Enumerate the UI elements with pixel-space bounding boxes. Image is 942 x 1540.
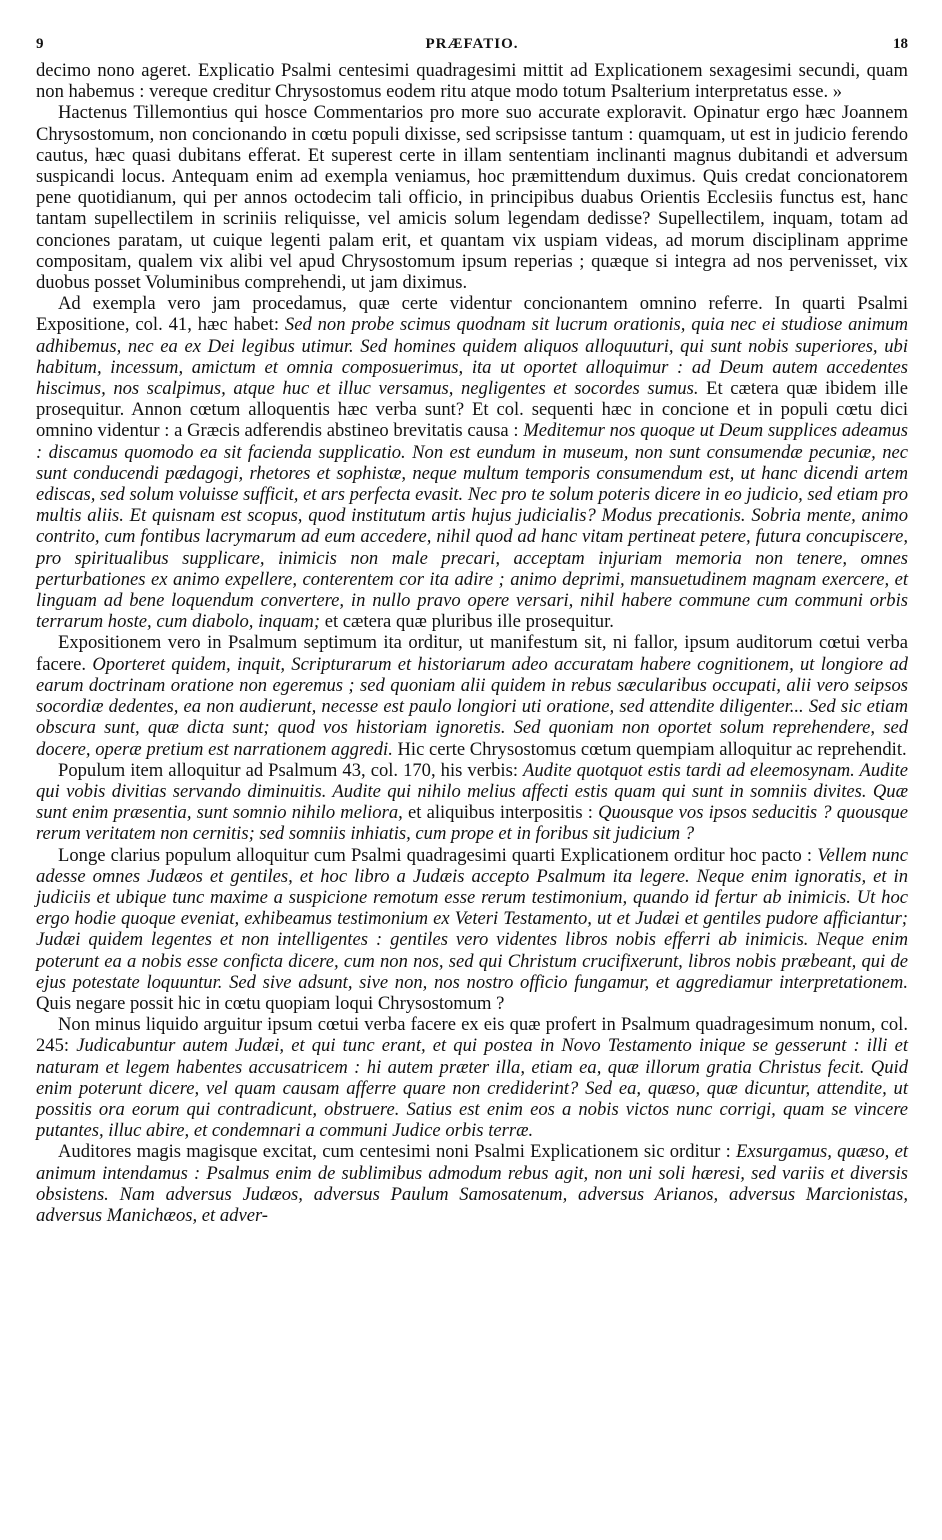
text-run: Hic certe Chrysostomus cœtum quempiam alloquitur ac reprehendit. <box>392 738 907 760</box>
text-run: Ad exempla vero jam procedamus, quæ certe videntur concionantem omnino referre. In quarti Psalmi Expositione, col. 41, hæc habet: <box>36 293 908 336</box>
paragraph <box>36 102 908 293</box>
page <box>36 30 908 1226</box>
italic-quotation: Sed non probe scimus quodnam sit lucrum orationis, quia nec ei studiose animum adhibemus, nec ea ex Dei legibus utimur. Sed homines quidem aliquos alloquuturi, qui sunt nobis superiores, ubi habitum, incessum, amictum et omnia composuerimus, ita ut oportet alloquimur : ad Deum autem accedentes hiscimus, nos scalpimus, atque huc et illuc versamus, negligentes et socordes sumus. <box>36 314 908 400</box>
italic-quotation: Audite quotquot estis tardi ad eleemosynam. Audite qui vobis divitias servando diminuitis. Audite qui nihilo melius affecti estis quam qui sunt in somniis divites. Quæ sunt enim præsentia, sunt somnio nihilo meliora, <box>36 759 908 824</box>
paragraph <box>36 760 908 845</box>
italic-quotation: Vellem nunc adesse omnes Judæos et gentiles, et hoc libro a Judæis accepto Psalmum ita legere. Neque enim ignoratis, et in judiciis et ubique tunc maxime a suspicione remotum esse rerum testimonium, quando id fertur ab inimicis. Ut hoc ergo hodie quoque eveniat, exhibeamus testimonium ex Veteri Testamento, ut et Judæi et gentiles pudore afficiantur; Judæi quidem legentes et non intelligentes : gentiles vero videntes libros nobis efferri ab inimicis. Neque enim poterunt ea a nobis esse conficta dicere, cum non nos, sed qui Christum crucifixerunt, libros nobis præbeant, qui de ejus potestate loquuntur. Sed sive adsunt, sive non, nos nostro officio fungamur, et aggrediamur interpretationem. <box>36 844 908 993</box>
text-run: Expositionem vero in Psalmum septimum ita orditur, ut manifestum sit, ni fallor, ipsum auditorum cœtui verba facere. <box>36 632 908 675</box>
italic-quotation: Oporteret quidem, inquit, Scripturarum et historiarum adeo accuratam habere cognitionem, ut longiore ad earum doctrinam oratione non egeremus ; sed quoniam alii quidem in rebus sæcularibus occupati, alii vero seipsos socordiæ dedentes, ea non audierunt, necesse est paulo longiori uti oratione, sed attendite diligenter... Sed sic etiam obscura sunt, quæ dicta sunt; quod vos historiam ignoretis. Sed quoniam non oportet solum reprehendere, sed docere, operæ pretium est narrationem aggredi. <box>36 653 908 760</box>
header-left: 9 <box>36 36 44 52</box>
text-run: decimo nono ageret. Explicatio Psalmi centesimi quadragesimi mittit ad Explicationem sexagesimi secundi, quam non habemus : vereque creditur Chrysostomus eodem ritu atque modo totum Psalterium interpretatus esse. » <box>36 60 908 103</box>
text-run: et cætera quæ pluribus ille prosequitur. <box>320 611 614 633</box>
text-run: Longe clarius populum alloquitur cum Psalmi quadragesimi quarti Explicationem orditur hoc pacto : <box>58 844 818 866</box>
paragraph <box>36 293 908 632</box>
italic-quotation: Meditemur nos quoque ut Deum supplices adeamus : discamus quomodo ea sit facienda supplicatio. Non est eundum in museum, non sunt consumendæ pecuniæ, nec sunt conducendi pædagogi, rhetores et sophistæ, neque multum temporis consumendum est, ut hanc dicendi artem ediscas, sed solum voluisse sufficit, et ars perfecta evasit. Nec pro te solum poteris dicere in eo judicio, sed etiam pro multis aliis. Et quisnam est scopus, quod institutum artis hujus judicialis? Modus precationis. Sobria mente, animo contrito, cum fontibus lacrymarum ad eum accedere, nihil quod ad hanc vitam pertineat petere, futura concupiscere, pro spiritualibus supplicare, inimicis non male precari, acceptam injuriam memoria non tenere, omnes perturbationes ex animo expellere, conterentem cor ita adire ; animo deprimi, mansuetudinem magnam exercere, et linguam ad bene loquendum convertere, in nullo pravo opere versari, nihil habere commune cum communi orbis terrarum hoste, cum diabolo, inquam; <box>36 420 908 633</box>
paragraph <box>36 60 908 102</box>
text-run: Auditores magis magisque excitat, cum centesimi noni Psalmi Explicationem sic orditur : <box>58 1141 736 1163</box>
header-title: PRÆFATIO. <box>425 36 519 52</box>
running-header <box>36 30 908 60</box>
paragraph <box>36 1141 908 1226</box>
paragraph <box>36 1014 908 1141</box>
paragraph <box>36 632 908 759</box>
text-run: Quis negare possit hic in cœtu quopiam loqui Chrysostomum ? <box>36 992 505 1014</box>
italic-quotation: Exsurgamus, quæso, et animum intendamus : Psalmus enim de sublimibus admodum rebus agit, non uni soli hæresi, sed variis et diversis obsistens. Nam adversus Judæos, adversus Paulum Samosatenum, adversus Arianos, adversus Marcionistas, adversus Manichæos, et adver- <box>36 1141 908 1226</box>
text-run: Populum item alloquitur ad Psalmum 43, col. 170, his verbis: <box>58 759 524 781</box>
text-run: et aliquibus interpositis : <box>402 802 599 824</box>
italic-quotation: Quousque vos ipsos seducitis ? quousque rerum veritatem non cernitis; sed somniis inhiatis, cum prope et in foribus sit judicium ? <box>36 802 909 845</box>
text-run: Hactenus Tillemontius qui hosce Commentarios pro more suo accurate exploravit. Opinatur ergo hæc Joannem Chrysostomum, non concionando in cœtu populi dixisse, sed scripsisse tantum : quamquam, ut est in judicio ferendo cautus, hæc quasi dubitans efferat. Et superest certe in illam sententiam inclinanti magnus dubitandi et adversum suspicandi locus. Antequam enim ad exempla veniamus, hoc præmittendum duximus. Quis credat concionatorem pene quotidianum, qui per annos octodecim tali officio, in principibus duabus Orientis Ecclesiis functus est, hanc tantam supellectilem in scriniis reliquisse, vel amicis solum legendam dedisse? Supellectilem, inquam, totam ad conciones paratam, ut cuique legenti palam erit, et quantam vix uspiam videas, ad morum disciplinam apprime compositam, qualem vix alibi vel apud Chrysostomum ipsum reperias ; quæque si integra ad nos pervenisset, vix duobus posset Voluminibus comprehendi, ut jam diximus. <box>36 102 908 294</box>
paragraph <box>36 845 908 1015</box>
text-body <box>36 60 908 1226</box>
text-run: Et cætera quæ ibidem ille prosequitur. Annon cœtum alloquentis hæc verba sunt? Et col. sequenti hæc in concione et in populi cœtu dici omnino videntur : a Græcis adferendis abstineo brevitatis causa : <box>36 378 909 442</box>
italic-quotation: Judicabuntur autem Judæi, et qui tunc erant, et qui postea in Novo Testamento inique se gesserunt : illi et naturam et legem habentes accusatricem : hi autem præter illa, etiam ea, quæ illorum gratia Christus fecit. Quid enim poterunt dicere, vel quam causam afferre quare non crediderint? Sed ea, quæso, quæ dicuntur, attendite, ut possitis ora eorum qui contradicunt, obstruere. Satius est enim eos a nobis victos nunc corrigi, quam se vincere putantes, illuc abire, et condemnari a communi Judice orbis terræ. <box>36 1035 908 1142</box>
page-number: 18 <box>893 36 908 52</box>
text-run: Non minus liquido arguitur ipsum cœtui verba facere ex eis quæ profert in Psalmum quadragesimum nonum, col. 245: <box>36 1014 908 1057</box>
